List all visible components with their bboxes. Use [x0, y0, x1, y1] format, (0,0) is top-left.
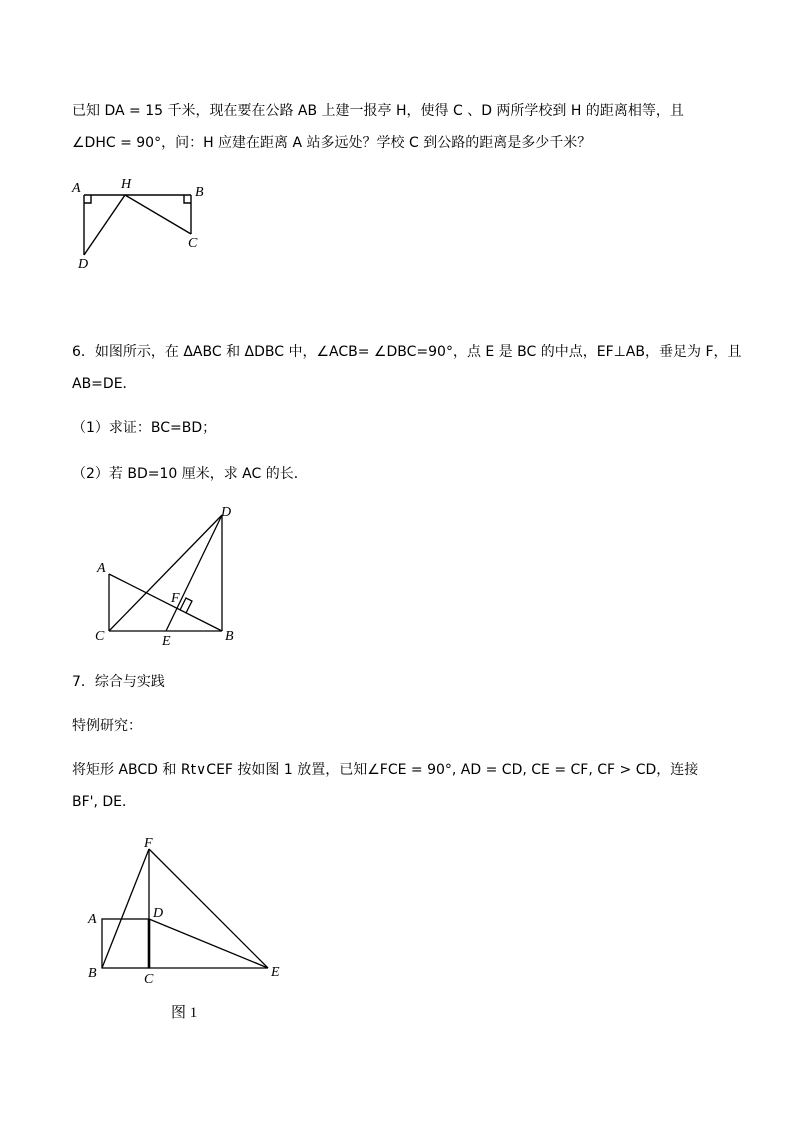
p6-question-1: （1）求证：BC=BD；: [72, 420, 217, 436]
p7-rectangle-abcd: [102, 919, 149, 968]
p5-text-line-1: 已知 DA = 15 千米，现在要在公路 AB 上建一报亭 H，使得 C 、D 两所学校到 H 的距离相等，且: [72, 103, 684, 119]
p6-label-e: E: [162, 634, 171, 649]
p5-segment-hc: [125, 195, 191, 234]
p7-label-b: B: [88, 966, 97, 981]
p5-label-b: B: [195, 185, 204, 200]
p6-segment-ed: [166, 515, 222, 631]
p7-label-a: A: [88, 912, 97, 927]
p7-subtitle: 特例研究：: [72, 718, 142, 734]
p5-label-a: A: [72, 181, 81, 196]
p5-figure: [60, 170, 220, 280]
p6-label-b: B: [225, 629, 234, 644]
p6-text-line-1: 6．如图所示，在 ΔABC 和 ΔDBC 中，∠ACB= ∠DBC=90°，点 E 是 BC 的中点，EF⊥AB，垂足为 F，且: [72, 344, 742, 360]
p6-label-d: D: [221, 505, 232, 520]
p6-label-f: F: [171, 591, 180, 606]
p5-text-line-2: ∠DHC = 90°，问：H 应建在距离 A 站多远处？学校 C 到公路的距离是多少千米？: [72, 135, 592, 151]
p7-label-d: D: [153, 906, 164, 921]
p6-label-c: C: [95, 629, 105, 644]
p5-label-c: C: [188, 236, 198, 251]
p5-label-h: H: [121, 177, 132, 192]
p5-label-d: D: [78, 257, 89, 272]
p7-text-line-1: 将矩形 ABCD 和 Rt∨CEF 按如图 1 放置，已知∠FCE = 90°, AD = CD, CE = CF, CF > CD，连接: [72, 762, 699, 778]
p7-segment-de: [149, 919, 268, 968]
p6-text-line-2: AB=DE．: [72, 376, 137, 392]
p7-segment-fe: [149, 849, 268, 968]
p5-right-angle-b: [184, 195, 191, 203]
p6-segment-ab: [109, 574, 222, 631]
p7-label-f: F: [144, 836, 153, 851]
p7-figure-caption: 图 1: [171, 1005, 198, 1021]
p6-segment-cd: [109, 515, 222, 631]
p7-label-e: E: [271, 965, 280, 980]
p7-figure: [80, 830, 300, 990]
p6-figure: [80, 498, 260, 650]
p6-label-a: A: [97, 561, 106, 576]
p7-segment-bf: [102, 849, 149, 968]
p7-text-line-2: BF', DE．: [72, 794, 137, 810]
p7-label-c: C: [144, 972, 154, 987]
p5-segment-hd: [84, 195, 125, 255]
p6-question-2: （2）若 BD=10 厘米，求 AC 的长．: [72, 466, 308, 482]
p5-right-angle-a: [84, 195, 91, 203]
p7-title: 7．综合与实践: [72, 674, 165, 690]
